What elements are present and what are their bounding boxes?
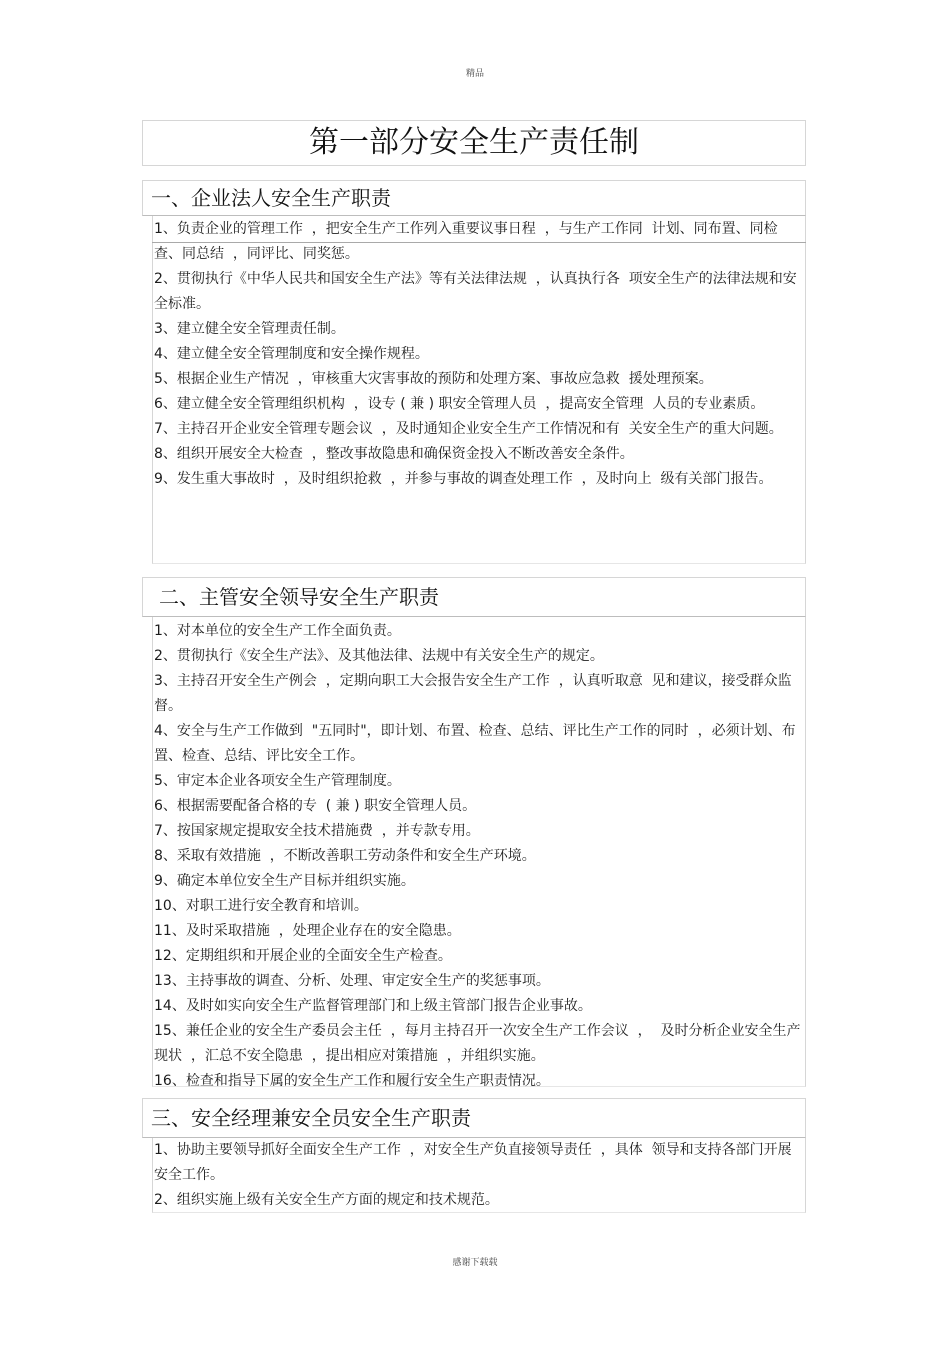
list-item: 12、定期组织和开展企业的全面安全生产检查。 [154, 948, 452, 964]
list-item: 5、根据企业生产情况 ，审核重大灾害事故的预防和处理方案、事故应急救 援处理预案。 [154, 371, 713, 387]
list-item: 9、确定本单位安全生产目标并组织实施。 [154, 873, 415, 889]
footer-mark: 感谢下载载 [452, 1258, 498, 1268]
list-item: 8、组织开展安全大检查 ，整改事故隐患和确保资金投入不断改善安全条件。 [154, 446, 634, 462]
list-item: 14、及时如实向安全生产监督管理部门和上级主管部门报告企业事故。 [154, 998, 592, 1014]
list-item: 1、负责企业的管理工作 ，把安全生产工作列入重要议事日程 ，与生产工作同 计划、同布置、同检查、同总结 ，同评比、同奖惩。 [154, 221, 778, 262]
list-item: 2、贯彻执行《安全生产法》、及其他法律、法规中有关安全生产的规定。 [154, 648, 604, 664]
list-item: 15、兼任企业的安全生产委员会主任 ，每月主持召开一次安全生产工作会议 ， 及时分析企业安全生产现状 ，汇总不安全隐患 ，提出相应对策措施 ，并组织实施。 [154, 1023, 801, 1064]
list-item: 3、建立健全安全管理责任制。 [154, 321, 345, 337]
section-2-heading: 二、主管安全领导安全生产职责 [142, 577, 806, 617]
list-item: 1、对本单位的安全生产工作全面负责。 [154, 623, 401, 639]
section-3-heading: 三、安全经理兼安全员安全生产职责 [142, 1098, 806, 1138]
page-title: 第一部分安全生产责任制 [142, 120, 806, 166]
list-item: 6、根据需要配备合格的专 ( 兼 ) 职安全管理人员。 [154, 798, 477, 814]
list-item: 6、建立健全安全管理组织机构 ，设专 ( 兼 ) 职安全管理人员 ，提高安全管理 人员的专业素质。 [154, 396, 765, 412]
list-item: 9、发生重大事故时 ，及时组织抢救 ，并参与事故的调查处理工作 ，及时向上 级有关部门报告。 [154, 471, 773, 487]
section-2-body [152, 617, 806, 1087]
list-item: 3、主持召开安全生产例会 ，定期向职工大会报告安全生产工作 ，认真听取意 见和建议，接受群众监督。 [154, 673, 792, 714]
list-item: 4、建立健全安全管理制度和安全操作规程。 [154, 346, 429, 362]
list-item: 11、及时采取措施 ，处理企业存在的安全隐患。 [154, 923, 461, 939]
list-item: 13、主持事故的调查、分析、处理、审定安全生产的奖惩事项。 [154, 973, 550, 989]
section-3-body [152, 1138, 806, 1213]
list-item: 1、协助主要领导抓好全面安全生产工作 ，对安全生产负直接领导责任 ，具体 领导和支持各部门开展安全工作。 [154, 1142, 792, 1183]
list-item: 5、审定本企业各项安全生产管理制度。 [154, 773, 401, 789]
divider [152, 242, 806, 243]
header-mark: 精品 [465, 69, 484, 79]
list-item: 2、贯彻执行《中华人民共和国安全生产法》等有关法律法规 ，认真执行各 项安全生产的法律法规和安全标准。 [154, 271, 797, 312]
list-item: 4、安全与生产工作做到 "五同时"，即计划、布置、检查、总结、评比生产工作的同时 ，必须计划、布置、检查、总结、评比安全工作。 [154, 723, 796, 764]
list-item: 2、组织实施上级有关安全生产方面的规定和技术规范。 [154, 1192, 499, 1208]
section-1-body [152, 216, 806, 564]
list-item: 7、按国家规定提取安全技术措施费 ，并专款专用。 [154, 823, 480, 839]
section-1-heading: 一、企业法人安全生产职责 [142, 180, 806, 216]
list-item: 10、对职工进行安全教育和培训。 [154, 898, 368, 914]
list-item: 16、检查和指导下属的安全生产工作和履行安全生产职责情况。 [154, 1073, 550, 1089]
list-item: 7、主持召开企业安全管理专题会议 ，及时通知企业安全生产工作情况和有 关安全生产的重大问题。 [154, 421, 783, 437]
list-item: 8、采取有效措施 ，不断改善职工劳动条件和安全生产环境。 [154, 848, 536, 864]
